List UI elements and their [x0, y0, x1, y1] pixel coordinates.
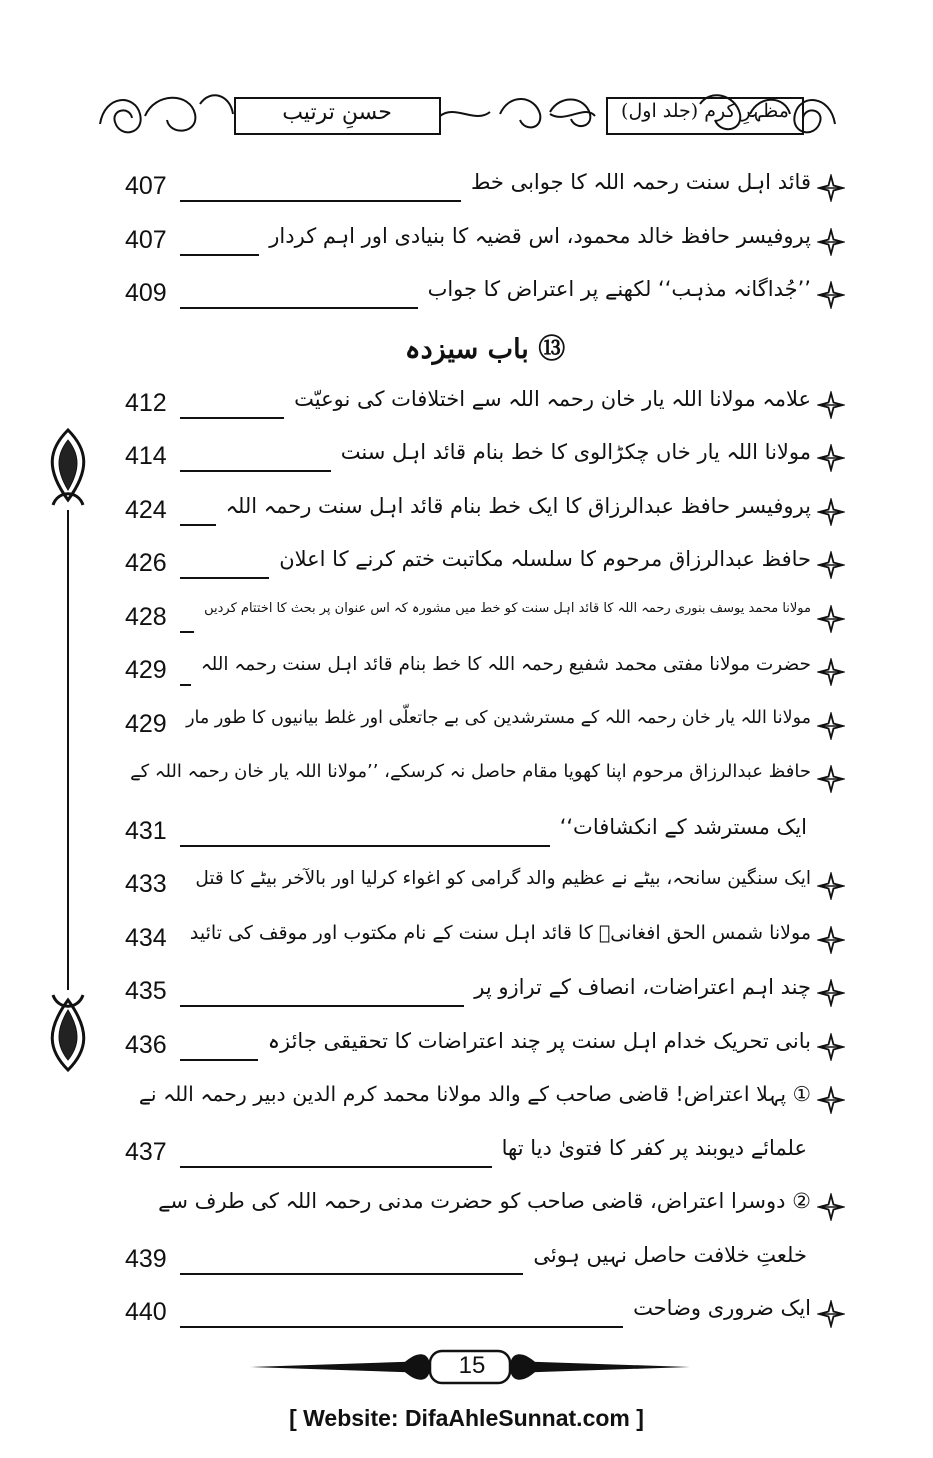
toc-entry-title: بانی تحریک خدام اہل سنت پر چند اعتراضات کا تحقیقی جائزہ: [267, 1028, 811, 1053]
bullet-star-icon: [817, 444, 845, 472]
toc-page-number: 436: [125, 1030, 167, 1059]
bullet-star-icon: [817, 174, 845, 202]
bullet-star-icon: [817, 1193, 845, 1221]
toc-entry-title: مولانا اللہ یار خان رحمہ اللہ کے مسترشدین کی بے جاتعلّی اور غلط بیانیوں کا طور مار: [186, 707, 811, 728]
toc-entry: [125, 965, 845, 1019]
page-header: [95, 84, 840, 146]
toc-page-number: 429: [125, 709, 167, 738]
chapter-title: باب سیزدہ ⑬: [404, 333, 566, 365]
toc-page-number: 429: [125, 656, 167, 684]
toc-page-number: 433: [125, 870, 167, 898]
toc-entry: [125, 858, 845, 912]
toc-page-number: 435: [125, 977, 167, 1005]
toc-entry: [125, 430, 845, 484]
toc-entry-title: ② دوسرا اعتراض، قاضی صاحب کو حضرت مدنی رحمہ اللہ کی طرف سے: [158, 1189, 811, 1213]
bullet-star-icon: [817, 391, 845, 419]
toc-entry: [125, 644, 845, 698]
toc-page-number: 426: [125, 549, 167, 577]
toc-entry-title: چند اہم اعتراضات، انصاف کے ترازو پر: [474, 975, 811, 999]
toc-entry: [125, 1019, 845, 1073]
bullet-star-icon: [817, 979, 845, 1007]
toc-page-number: 414: [125, 442, 167, 470]
section-title: حسنِ ترتیب: [282, 100, 392, 125]
toc-entry-title: پروفیسر حافظ خالد محمود، اس قضیہ کا بنیادی اور اہم کردار: [269, 223, 811, 248]
toc-entry: [125, 912, 845, 966]
toc-page-number: 424: [125, 495, 167, 524]
bullet-star-icon: [817, 281, 845, 309]
dot-leader-line: [180, 417, 284, 419]
dot-leader-line: [180, 1005, 464, 1007]
toc-entry-title: قائد اہل سنت رحمہ اللہ کا جوابی خط: [470, 170, 811, 194]
bullet-star-icon: [817, 765, 845, 793]
dot-leader-line: [180, 1326, 623, 1328]
toc-entry: [125, 214, 845, 268]
dot-leader-line: [180, 631, 194, 633]
toc-entry-title: علامہ مولانا اللہ یار خان رحمہ اللہ سے اختلافات کی نوعیّت: [294, 386, 811, 411]
toc-page-number: 434: [125, 923, 167, 952]
bullet-star-icon: [817, 658, 845, 686]
bullet-star-icon: [817, 1300, 845, 1328]
toc-entry: [125, 751, 845, 805]
toc-entry: [125, 1179, 845, 1233]
dot-leader-line: [180, 1273, 523, 1275]
toc-page-number: 439: [125, 1244, 167, 1273]
dot-leader-line: [180, 524, 216, 526]
toc-entry: [125, 377, 845, 431]
toc-list: [125, 160, 845, 1340]
toc-entry-title: حافظ عبدالرزاق مرحوم اپنا کھویا مقام حاصل نہ کرسکے، ’’مولانا اللہ یار خان رحمہ اللہ کے: [130, 761, 811, 782]
dot-leader-line: [180, 200, 461, 202]
toc-entry-title: مولانا محمد یوسف بنوری رحمہ اللہ کا قائد اہل سنت کو خط میں مشورہ کہ اس عنوان پر بحث کا اختتام کردیں: [204, 600, 811, 616]
bullet-star-icon: [817, 712, 845, 740]
bullet-star-icon: [817, 498, 845, 526]
toc-page-number: 407: [125, 172, 167, 200]
toc-entry: [125, 1126, 845, 1180]
toc-entry-title: خلعتِ خلافت حاصل نہیں ہوئی: [533, 1242, 807, 1267]
toc-page-number: 407: [125, 225, 167, 254]
toc-entry-title: مولانا اللہ یار خاں چکڑالوی کا خط بنام قائد اہل سنت: [340, 440, 811, 464]
website-footer: [ Website: DifaAhleSunnat.com ]: [289, 1405, 644, 1431]
bullet-star-icon: [817, 228, 845, 256]
toc-entry: [125, 160, 845, 214]
toc-entry-title: ’’جُداگانہ مذہب‘‘ لکھنے پر اعتراض کا جواب: [427, 277, 811, 301]
bullet-star-icon: [817, 605, 845, 633]
dot-leader-line: [180, 1059, 258, 1061]
toc-page-number: 409: [125, 279, 167, 307]
toc-entry: [125, 698, 845, 752]
toc-entry: [125, 1233, 845, 1287]
toc-entry: [125, 484, 845, 538]
bullet-star-icon: [817, 926, 845, 954]
toc-entry: [125, 267, 845, 321]
dot-leader-line: [180, 1166, 492, 1168]
book-title: مظہرِ کرم (جلد اول): [621, 100, 789, 122]
page-number: 15: [458, 1352, 486, 1379]
toc-entry-title: حضرت مولانا مفتی محمد شفیع رحمہ اللہ کا خط بنام قائد اہل سنت رحمہ اللہ: [200, 654, 811, 675]
dot-leader-line: [180, 577, 269, 579]
toc-entry-title: ① پہلا اعتراض! قاضی صاحب کے والد مولانا محمد کرم الدین دبیر رحمہ اللہ نے: [138, 1082, 811, 1106]
toc-entry: [125, 1286, 845, 1340]
dot-leader-line: [180, 684, 191, 686]
toc-entry-title: پروفیسر حافظ عبدالرزاق کا ایک خط بنام قائد اہل سنت رحمہ اللہ: [225, 493, 811, 518]
toc-entry: [125, 591, 845, 645]
dot-leader-line: [180, 307, 418, 309]
toc-entry-title: ایک مسترشد کے انکشافات‘‘: [559, 814, 807, 839]
toc-entry: [125, 805, 845, 859]
toc-entry-title: ایک ضروری وضاحت: [633, 1296, 811, 1320]
dot-leader-line: [180, 470, 331, 472]
toc-entry-title: حافظ عبدالرزاق مرحوم کا سلسلہ مکاتبت ختم کرنے کا اعلان: [279, 547, 811, 571]
dot-leader-line: [180, 254, 259, 256]
toc-page-number: 412: [125, 388, 167, 417]
toc-entry-title: مولانا شمس الحق افغانیؒ کا قائد اہل سنت کے نام مکتوب اور موقف کی تائید: [189, 921, 811, 944]
bullet-star-icon: [817, 872, 845, 900]
bullet-star-icon: [817, 1033, 845, 1061]
chapter-heading: [125, 321, 845, 377]
dot-leader-line: [180, 845, 550, 847]
bullet-star-icon: [817, 1086, 845, 1114]
bullet-star-icon: [817, 551, 845, 579]
toc-page-number: 428: [125, 602, 167, 631]
toc-page-number: 431: [125, 816, 167, 845]
toc-entry-title: علمائے دیوبند پر کفر کا فتویٰ دیا تھا: [501, 1135, 807, 1160]
toc-entry-title: ایک سنگین سانحہ، بیٹے نے عظیم والد گرامی کو اغواء کرلیا اور بالآخر بیٹے کا قتل: [195, 868, 811, 889]
toc-entry: [125, 537, 845, 591]
toc-page-number: 440: [125, 1298, 167, 1326]
side-ornament: [28, 420, 108, 1080]
toc-page-number: 437: [125, 1137, 167, 1166]
toc-entry: [125, 1072, 845, 1126]
